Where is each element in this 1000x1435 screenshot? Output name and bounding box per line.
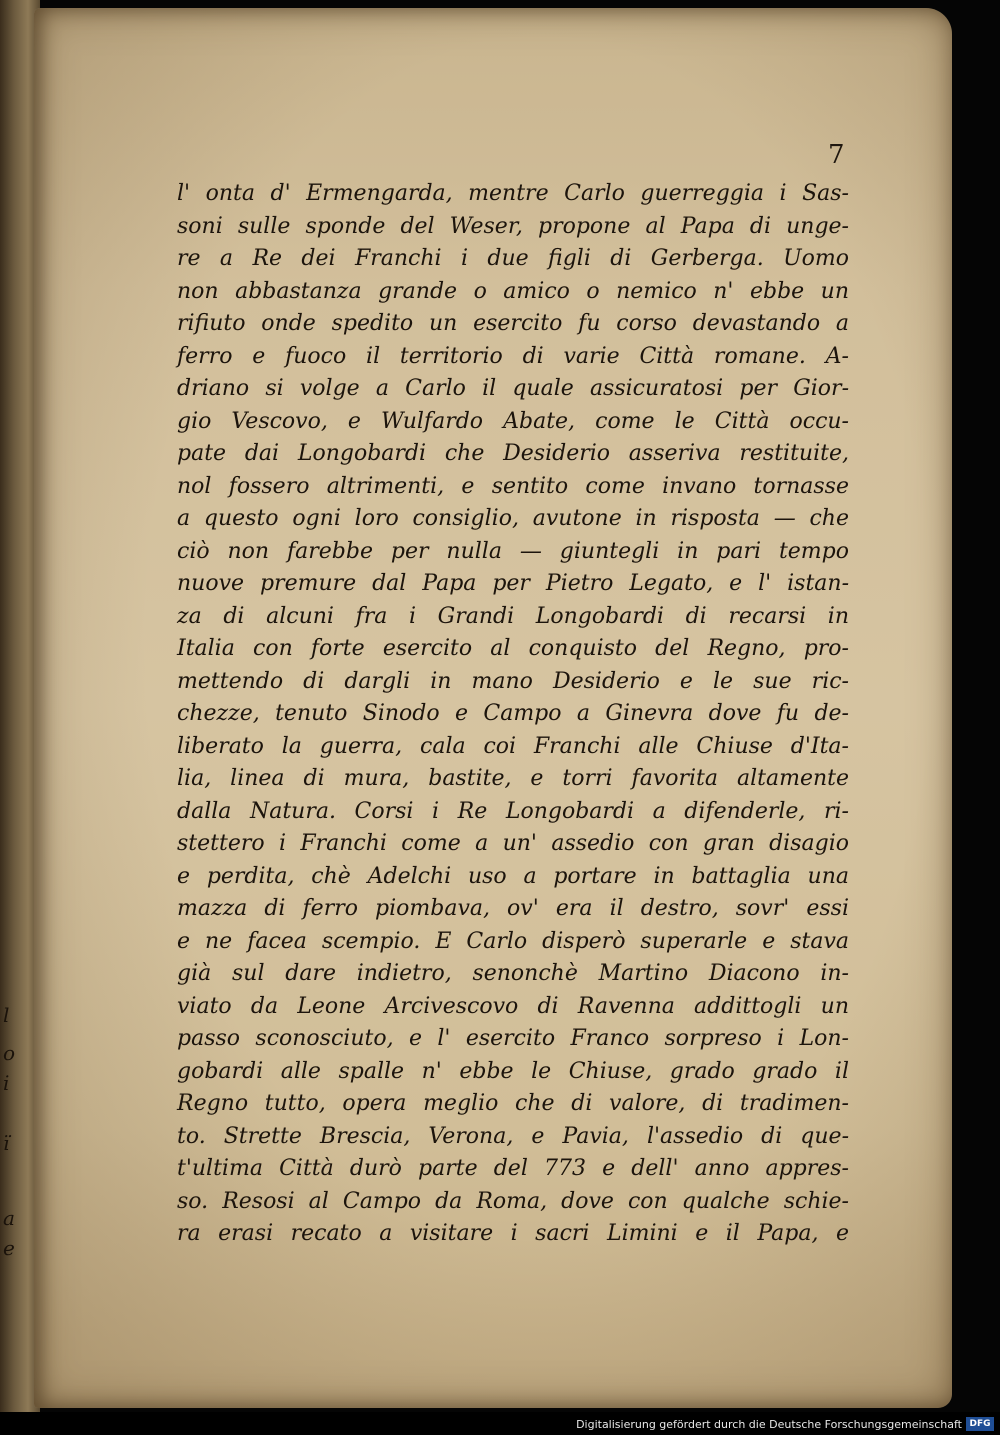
text-line: non abbastanza grande o amico o nemico n' ebbe un: [177, 278, 849, 304]
text-line: rifiuto onde spedito un esercito fu corso devastando a: [177, 311, 849, 336]
text-line: pate dai Longobardi che Desiderio asseriva restituite,: [177, 441, 849, 466]
text-line: mazza di ferro piombava, ov' era il destro, sovr' essi: [177, 896, 849, 921]
text-line: so. Resosi al Campo da Roma, dove con qualche schie-: [177, 1188, 849, 1214]
text-line: driano si volge a Carlo il quale assicuratosi per Gior-: [177, 376, 849, 401]
text-line: dalla Natura. Corsi i Re Longobardi a difenderle, ri-: [177, 798, 849, 824]
text-line: gobardi alle spalle n' ebbe le Chiuse, grado grado il: [177, 1058, 849, 1084]
text-line: stettero i Franchi come a un' assedio con gran disagio: [177, 831, 849, 856]
text-line: nuove premure dal Papa per Pietro Legato, e l' istan-: [177, 571, 849, 596]
text-line: a questo ogni loro consiglio, avutone in risposta — che: [177, 506, 849, 531]
text-line: ra erasi recato a visitare i sacri Limini e il Papa, e: [177, 1221, 849, 1246]
previous-page-letter: ï: [3, 1131, 10, 1155]
text-line: e perdita, chè Adelchi uso a portare in battaglia una: [177, 863, 849, 889]
text-line: Regno tutto, opera meglio che di valore, di tradimen-: [177, 1091, 849, 1116]
text-line: re a Re dei Franchi i due figli di Gerberga. Uomo: [177, 246, 849, 271]
text-line: mettendo di dargli in mano Desiderio e le sue ric-: [177, 668, 849, 694]
text-line: Italia con forte esercito al conquisto del Regno, pro-: [177, 636, 849, 661]
text-line: liberato la guerra, cala coi Franchi alle Chiuse d'Ita-: [177, 733, 849, 759]
text-line: za di alcuni fra i Grandi Longobardi di recarsi in: [177, 603, 849, 629]
previous-page-letter: l: [3, 1003, 10, 1027]
text-line: passo sconosciuto, e l' esercito Franco sorpreso i Lon-: [177, 1026, 849, 1051]
text-line: chezze, tenuto Sinodo e Campo a Ginevra dove fu de-: [177, 701, 849, 726]
text-line: to. Strette Brescia, Verona, e Pavia, l'assedio di que-: [177, 1123, 849, 1149]
text-line: e ne facea scempio. E Carlo disperò superarle e stava: [177, 928, 849, 954]
text-line: t'ultima Città durò parte del 773 e dell' anno appres-: [177, 1156, 849, 1181]
text-line: lia, linea di mura, bastite, e torri favorita altamente: [177, 766, 849, 791]
page-number: 7: [828, 140, 845, 170]
text-line: gio Vescovo, e Wulfardo Abate, come le Città occu-: [177, 408, 849, 434]
previous-page-letter: i: [3, 1071, 10, 1095]
text-line: viato da Leone Arcivescovo di Ravenna addittogli un: [177, 993, 849, 1019]
previous-page-letter: a: [3, 1206, 15, 1230]
previous-page-letter: e: [3, 1236, 15, 1260]
text-line: ciò non farebbe per nulla — giuntegli in pari tempo: [177, 538, 849, 564]
text-line: già sul dare indietro, senonchè Martino Diacono in-: [177, 961, 849, 986]
previous-page-letter: o: [3, 1041, 16, 1065]
dfg-logo: DFG: [966, 1417, 994, 1431]
text-line: l' onta d' Ermengarda, mentre Carlo guerreggia i Sas-: [177, 181, 849, 206]
digitization-credit: Digitalisierung gefördert durch die Deutsche Forschungsgemeinschaft: [576, 1418, 962, 1431]
footer-bar: [0, 1412, 1000, 1435]
page-body-text: [177, 178, 849, 1251]
text-line: nol fossero altrimenti, e sentito come invano tornasse: [177, 473, 849, 499]
text-line: soni sulle sponde del Weser, propone al Papa di unge-: [177, 213, 849, 239]
book-page: [34, 8, 952, 1408]
text-line: ferro e fuoco il territorio di varie Città romane. A-: [177, 343, 849, 369]
